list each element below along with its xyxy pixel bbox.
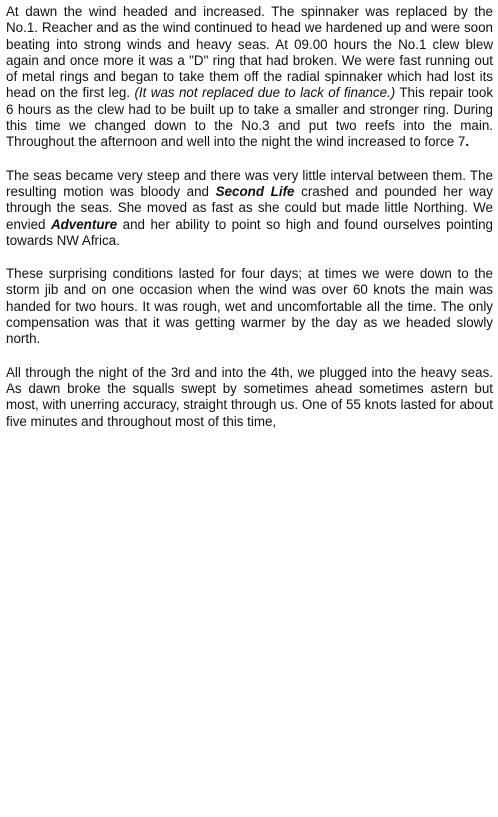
- boat-name: Adventure: [50, 216, 118, 232]
- paragraph-4: All through the night of the 3rd and into the 4th, we plugged into the heavy seas. As dawn broke the squalls swept by sometimes ahead sometimes astern but most, with unerring accuracy, straight through us. One of 55 knots lasted for about five minutes and throughout most of this time,: [6, 364, 493, 429]
- paragraph-with-figure: [6, 365, 493, 430]
- paragraph-2: The seas became very steep and there was very little interval between them. The resulting motion was bloody and Second Life crashed and pounded her way through the seas. She moved as fast as she could but made little Northing. We envied Adventure and her ability to point so high and found ourselves pointing towards NW Africa.: [6, 167, 493, 248]
- page-content: [6, 4, 493, 447]
- boat-name: Second Life: [215, 183, 295, 199]
- paragraph-1: At dawn the wind headed and increased. The spinnaker was replaced by the No.1. Reacher and as the wind continued to head we hardened up and were soon beating into strong winds and heavy seas. At 09.00 hours the No.1 clew blew again and once more it was a "D" ring that had broken. We were fast running out of metal rings and began to take them off the radial spinnaker which had lost its head on the first leg. (It was not replaced due to lack of finance.) This repair took 6 hours as the clew had to be built up to take a smaller and stronger ring. During this time we changed down to the No.3 and put two reefs into the main. Throughout the afternoon and well into the night the wind increased to force 7.: [6, 4, 494, 150]
- paragraph-3: These surprising conditions lasted for four days; at times we were down to the storm jib and on one occasion when the wind was over 60 knots the main was handed for two hours. It was rough, wet and uncomfortable all the time. The only compensation was that it was getting warmer by the day as we headed slowly north.: [6, 266, 493, 347]
- italic-note: (It was not replaced due to lack of finance.): [134, 85, 396, 101]
